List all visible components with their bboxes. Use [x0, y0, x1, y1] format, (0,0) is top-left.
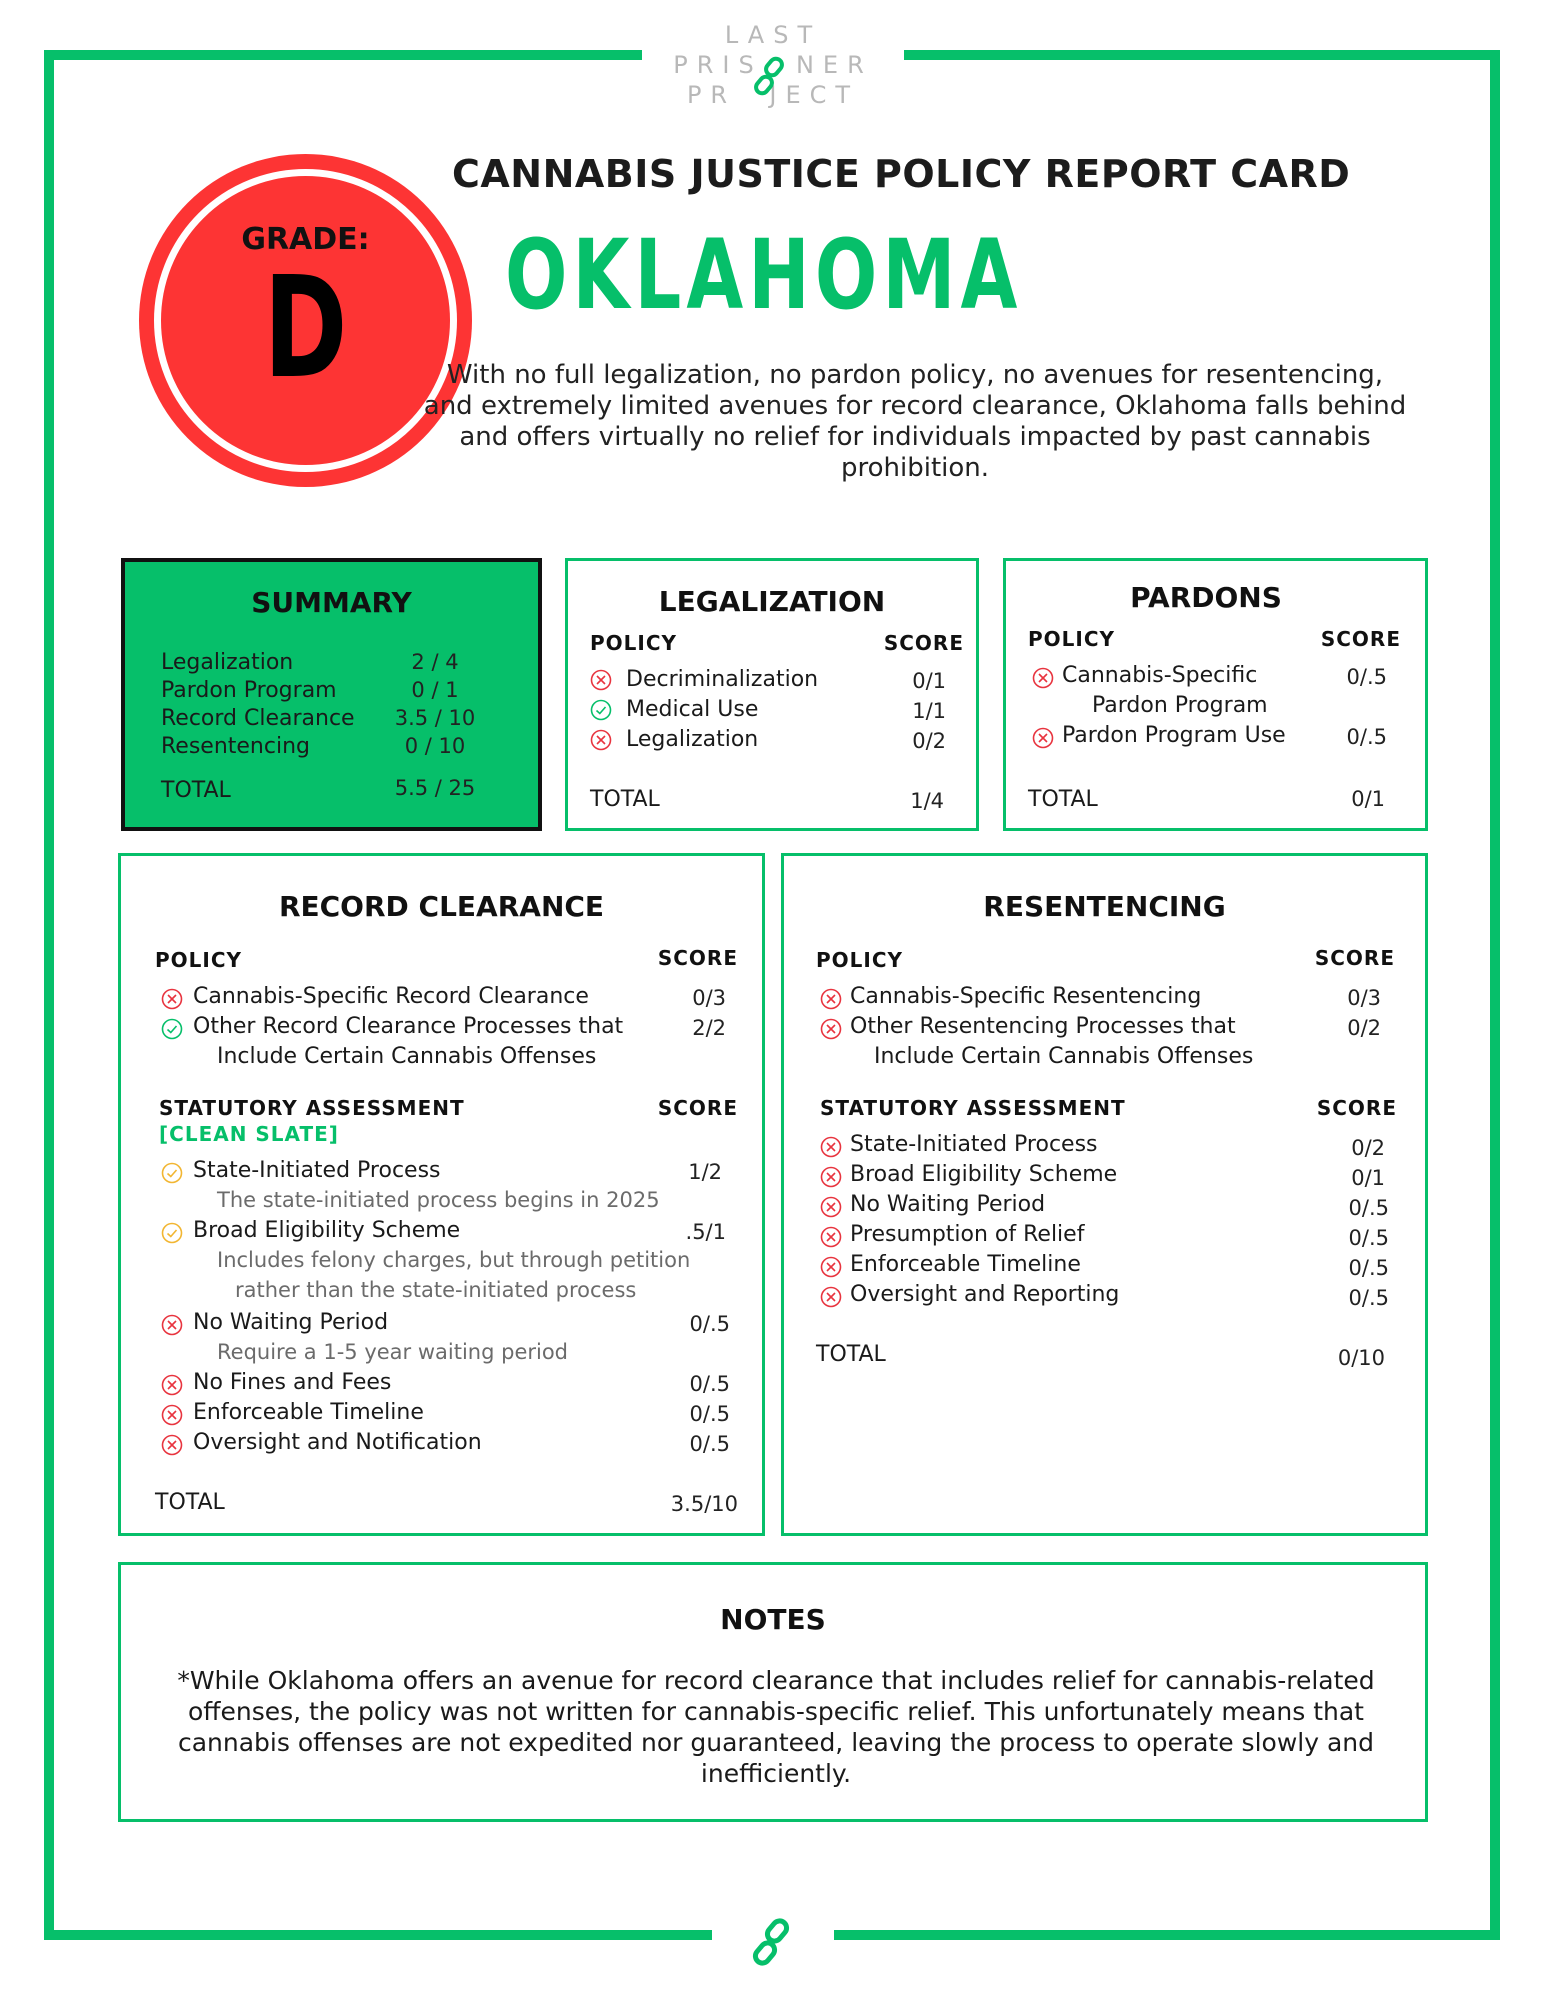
total-label: TOTAL	[1028, 787, 1098, 812]
statutory-note: Require a 1-5 year waiting period	[217, 1340, 569, 1364]
statutory-score: 0/.5	[1348, 1256, 1389, 1280]
check-circle-icon	[161, 1018, 183, 1040]
x-circle-icon	[820, 1256, 842, 1278]
statutory-note: rather than the state-initiated process	[235, 1278, 637, 1302]
state-name: OKLAHOMA	[505, 219, 1023, 331]
total-score: 3.5/10	[670, 1492, 738, 1516]
score-header: SCORE	[1316, 1096, 1397, 1120]
score-header: SCORE	[657, 946, 738, 970]
policy-label: Medical Use	[626, 697, 759, 722]
statutory-label: State-Initiated Process	[850, 1132, 1098, 1157]
partial-check-icon	[161, 1162, 183, 1184]
total-score: 1/4	[910, 789, 944, 813]
policy-header: POLICY	[155, 948, 243, 972]
policy-score: 0/1	[912, 669, 946, 693]
logo-line-1: LAST	[724, 21, 822, 49]
statutory-label: Broad Eligibility Scheme	[193, 1218, 461, 1243]
total-score: 0/10	[1337, 1346, 1385, 1370]
statutory-header: STATUTORY ASSESSMENT	[820, 1096, 1126, 1120]
policy-label: Pardon Program Use	[1062, 723, 1286, 748]
legalization-card	[565, 558, 979, 831]
statutory-label: Oversight and Reporting	[850, 1282, 1120, 1307]
record-clearance-card	[118, 853, 765, 1536]
x-circle-icon	[161, 1434, 183, 1456]
statutory-label: Enforceable Timeline	[193, 1400, 424, 1425]
resentencing-card	[781, 853, 1428, 1536]
x-circle-icon	[820, 1226, 842, 1248]
notes-card	[118, 1562, 1428, 1822]
summary-row-label: Record Clearance	[161, 706, 355, 731]
policy-score: 0/3	[692, 986, 726, 1010]
x-circle-icon	[820, 1166, 842, 1188]
statutory-score: 0/2	[1351, 1136, 1385, 1160]
total-score: 0/1	[1351, 787, 1385, 811]
policy-label: Legalization	[626, 727, 759, 752]
total-label: TOTAL	[816, 1342, 886, 1367]
statutory-label: No Waiting Period	[193, 1310, 389, 1335]
statutory-header: STATUTORY ASSESSMENT	[159, 1096, 465, 1120]
policy-header: POLICY	[816, 948, 904, 972]
x-circle-icon	[1032, 727, 1054, 749]
broken-chain-icon	[744, 1914, 800, 1970]
statutory-label: Enforceable Timeline	[850, 1252, 1081, 1277]
score-header: SCORE	[657, 1096, 738, 1120]
statutory-score: 0/.5	[689, 1432, 730, 1456]
statutory-score: 0/.5	[1348, 1196, 1389, 1220]
x-circle-icon	[820, 988, 842, 1010]
x-circle-icon	[161, 1404, 183, 1426]
summary-total-score: 5.5 / 25	[394, 776, 476, 800]
clean-slate-tag: [CLEAN SLATE]	[159, 1122, 339, 1146]
statutory-note: Includes felony charges, but through petition	[217, 1248, 691, 1272]
resentencing-title: RESENTENCING	[983, 890, 1226, 923]
policy-score: 1/1	[912, 699, 946, 723]
summary-row-score: 0 / 1	[411, 678, 459, 702]
grade-letter: D	[263, 247, 348, 410]
logo-line-2: PRIS NER	[673, 51, 873, 79]
policy-score: 2/2	[692, 1016, 726, 1040]
score-header: SCORE	[883, 631, 964, 655]
x-circle-icon	[161, 988, 183, 1010]
x-circle-icon	[161, 1314, 183, 1336]
summary-card	[121, 558, 542, 831]
x-circle-icon	[590, 729, 612, 751]
intro-text: With no full legalization, no pardon policy, no avenues for resentencing, and extremely limited avenues for record clearance, Oklahoma falls behind and offers virtually no relief for individuals impacted by past cannabis prohibition.	[423, 360, 1407, 483]
policy-label-cont: Include Certain Cannabis Offenses	[217, 1044, 597, 1069]
score-header: SCORE	[1314, 946, 1395, 970]
report-title: CANNABIS JUSTICE POLICY REPORT CARD	[452, 152, 1351, 196]
summary-row-label: Legalization	[161, 650, 294, 675]
statutory-label: State-Initiated Process	[193, 1158, 441, 1183]
statutory-label: Oversight and Notification	[193, 1430, 482, 1455]
policy-header: POLICY	[590, 631, 678, 655]
total-label: TOTAL	[590, 787, 660, 812]
statutory-label: Presumption of Relief	[850, 1222, 1085, 1247]
policy-label-cont: Include Certain Cannabis Offenses	[874, 1044, 1254, 1069]
statutory-score: 0/.5	[1348, 1226, 1389, 1250]
notes-title: NOTES	[720, 1603, 826, 1636]
summary-row-score: 0 / 10	[404, 734, 466, 758]
x-circle-icon	[161, 1374, 183, 1396]
statutory-score: 0/.5	[689, 1402, 730, 1426]
policy-score: 0/2	[1347, 1016, 1381, 1040]
policy-label: Other Record Clearance Processes that	[193, 1014, 624, 1039]
policy-score: 0/3	[1347, 986, 1381, 1010]
policy-label: Cannabis-Specific Record Clearance	[193, 984, 589, 1009]
policy-header: POLICY	[1028, 627, 1116, 651]
notes-text: *While Oklahoma offers an avenue for record clearance that includes relief for cannabis-related offenses, the policy was not written for cannabis-specific relief. This unfortunately means that cannabis offenses are not expedited nor guaranteed, leaving the process to operate slowly and inefficiently.	[177, 1666, 1375, 1788]
broken-chain-icon	[748, 54, 792, 98]
legalization-title: LEGALIZATION	[658, 585, 886, 618]
x-circle-icon	[820, 1136, 842, 1158]
summary-row-label: Resentencing	[161, 734, 310, 759]
x-circle-icon	[820, 1196, 842, 1218]
statutory-score: 0/.5	[689, 1312, 730, 1336]
x-circle-icon	[590, 669, 612, 691]
summary-row-score: 2 / 4	[411, 650, 459, 674]
policy-label: Decriminalization	[626, 667, 819, 692]
record-clearance-title: RECORD CLEARANCE	[278, 890, 605, 923]
statutory-score: 1/2	[688, 1160, 722, 1184]
pardons-card	[1003, 558, 1428, 831]
statutory-score: .5/1	[685, 1220, 726, 1244]
total-label: TOTAL	[155, 1490, 225, 1515]
statutory-score: 0/.5	[689, 1372, 730, 1396]
x-circle-icon	[1032, 667, 1054, 689]
x-circle-icon	[820, 1286, 842, 1308]
policy-score: 0/.5	[1346, 665, 1387, 689]
policy-label: Cannabis-Specific	[1062, 663, 1258, 688]
check-circle-icon	[590, 699, 612, 721]
grade-label: GRADE:	[241, 222, 370, 257]
score-header: SCORE	[1320, 627, 1401, 651]
statutory-label: Broad Eligibility Scheme	[850, 1162, 1118, 1187]
pardons-title: PARDONS	[1130, 581, 1282, 614]
summary-row-label: Pardon Program	[161, 678, 337, 703]
policy-label-cont: Pardon Program	[1092, 693, 1268, 718]
statutory-score: 0/.5	[1348, 1286, 1389, 1310]
x-circle-icon	[820, 1018, 842, 1040]
statutory-score: 0/1	[1351, 1166, 1385, 1190]
policy-label: Cannabis-Specific Resentencing	[850, 984, 1202, 1009]
statutory-note: The state-initiated process begins in 2025	[217, 1188, 660, 1212]
statutory-label: No Waiting Period	[850, 1192, 1046, 1217]
summary-title: SUMMARY	[251, 586, 412, 619]
statutory-label: No Fines and Fees	[193, 1370, 392, 1395]
partial-check-icon	[161, 1222, 183, 1244]
summary-row-score: 3.5 / 10	[394, 706, 476, 730]
policy-score: 0/2	[912, 729, 946, 753]
policy-label: Other Resentencing Processes that	[850, 1014, 1236, 1039]
policy-score: 0/.5	[1346, 725, 1387, 749]
summary-total-label: TOTAL	[161, 778, 231, 803]
logo-line-3: PR JECT	[686, 81, 860, 109]
